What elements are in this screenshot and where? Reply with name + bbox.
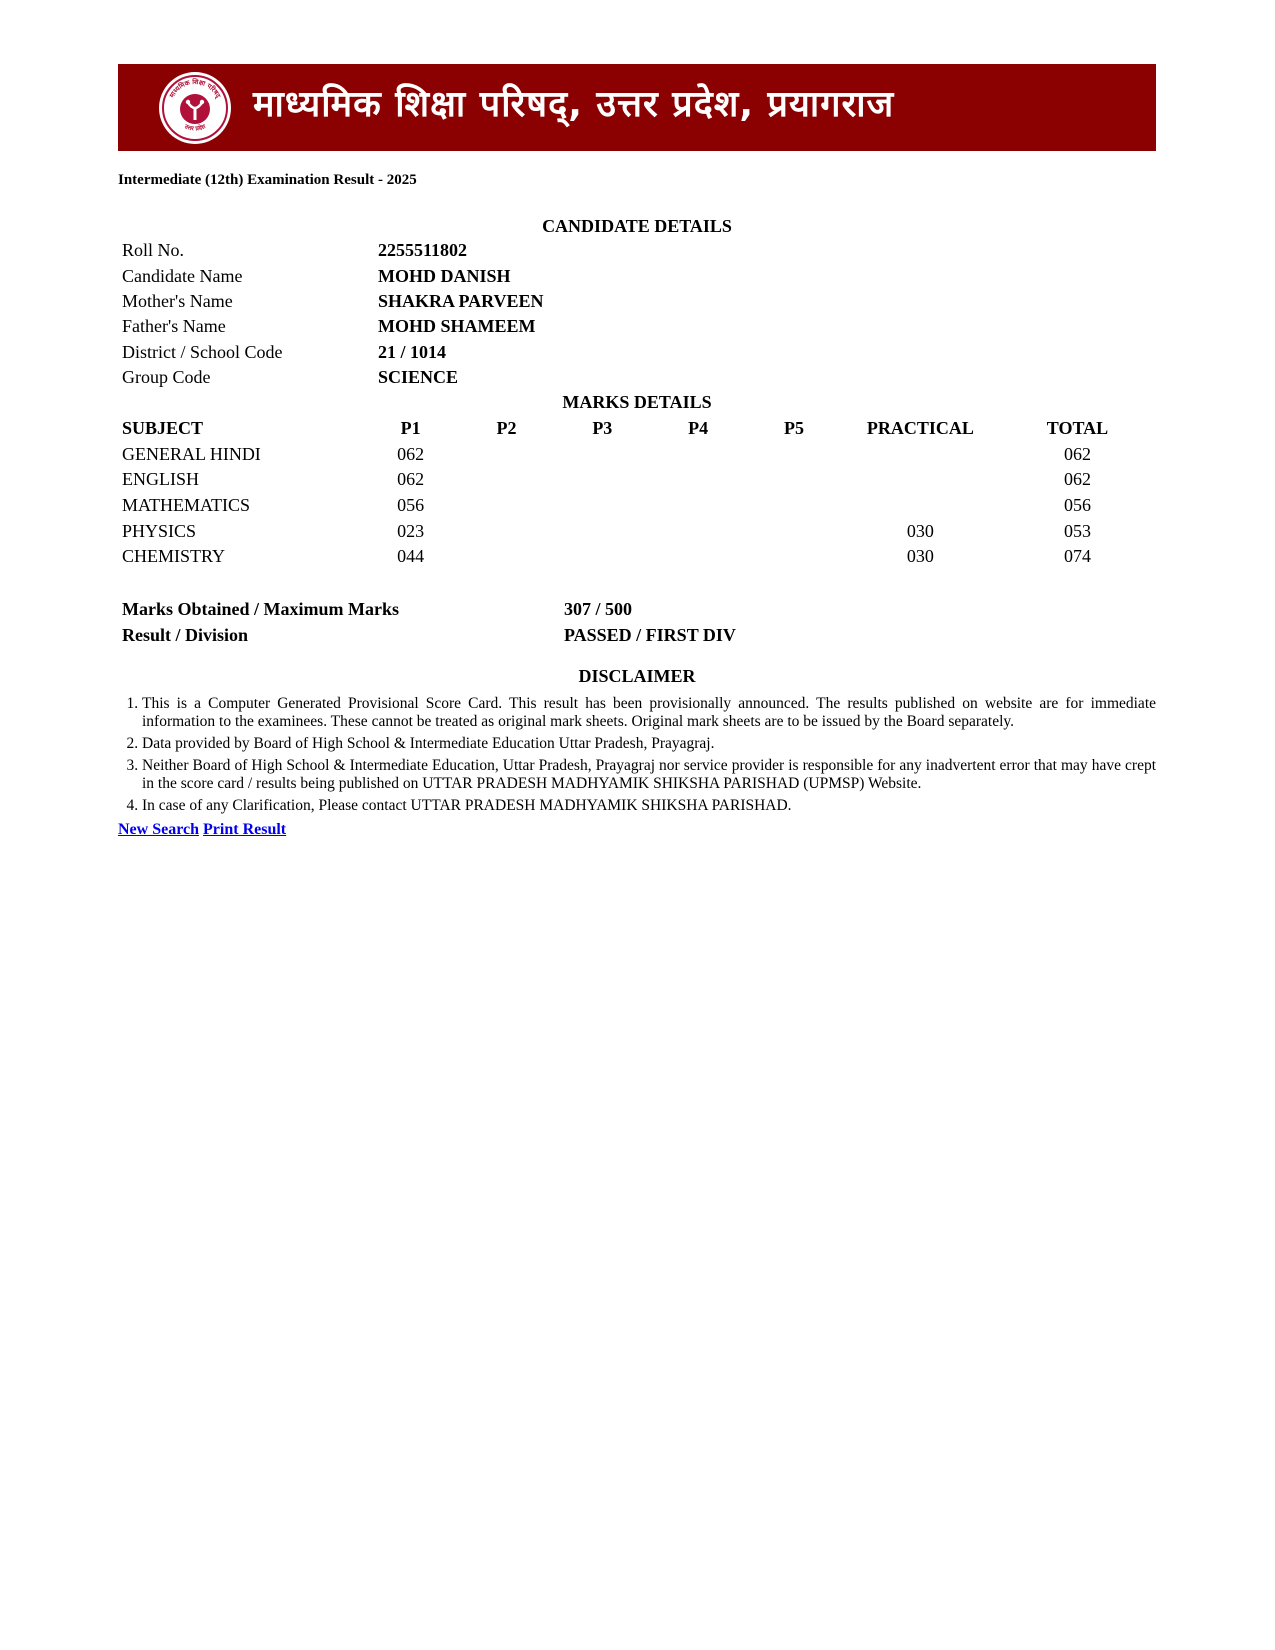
candidate-details-heading: CANDIDATE DETAILS — [542, 216, 732, 236]
candidate-row — [118, 340, 544, 365]
seal-text-bottom: उत्तर प्रदेश — [183, 123, 207, 133]
marks-obtained-row — [118, 597, 736, 622]
marks-cell-p1: 056 — [397, 495, 425, 516]
marks-cell-total: 062 — [1063, 469, 1091, 490]
candidate-field-label: Group Code — [122, 367, 211, 388]
board-seal-icon — [158, 71, 232, 145]
marks-cell-p3 — [554, 493, 650, 519]
marks-cell-p4 — [650, 544, 746, 570]
marks-cell-p1: 062 — [397, 443, 425, 464]
marks-cell-p2 — [459, 518, 555, 544]
marks-cell-p4 — [650, 493, 746, 519]
marks-details-heading: MARKS DETAILS — [562, 392, 712, 412]
marks-cell-p4 — [650, 467, 746, 493]
marks-cell-p5 — [746, 544, 842, 570]
column-header-p3: P3 — [592, 418, 613, 439]
result-division-label: Result / Division — [122, 624, 249, 645]
marks-cell-total: 074 — [1063, 546, 1091, 567]
disclaimer-item: 1. This is a Computer Generated Provisional Score Card. This result has been provisionally announced. The results published on website are for immediate information to the examinees. These cannot be treated as original mark sheets. Original mark sheets are to be issued by the Board separately. — [142, 695, 1156, 731]
column-header-p5: P5 — [784, 418, 804, 439]
marks-cell-p1: 044 — [397, 546, 425, 567]
disclaimer-item: 3. Neither Board of High School & Intermediate Education, Uttar Pradesh, Prayagraj nor service provider is responsible for any inadvertent error that may have crept in the score card / results being published on UTTAR PRADESH MADHYAMIK SHIKSHA PARISHAD (UPMSP) Website. — [142, 757, 1156, 793]
result-summary — [118, 597, 736, 648]
new-search-link[interactable]: New Search — [118, 821, 200, 838]
disclaimer-heading: DISCLAIMER — [578, 666, 696, 686]
column-header-p4: P4 — [688, 418, 709, 439]
candidate-row — [118, 238, 544, 263]
marks-cell-p3 — [554, 518, 650, 544]
column-header-subject: SUBJECT — [122, 418, 204, 439]
candidate-field-value: 2255511802 — [378, 240, 468, 261]
marks-cell-p5 — [746, 467, 842, 493]
print-result-link[interactable]: Print Result — [203, 821, 287, 838]
seal-text-top: माध्यमिक शिक्षा परिषद् — [167, 77, 223, 100]
result-division-row — [118, 622, 736, 647]
marks-cell-total: 053 — [1063, 520, 1091, 541]
marks-header-row — [118, 416, 1156, 442]
marks-cell-p2 — [459, 544, 555, 570]
candidate-row — [118, 289, 544, 314]
candidate-row — [118, 314, 544, 339]
marks-cell-p4 — [650, 442, 746, 468]
marks-cell-subject: PHYSICS — [122, 520, 197, 541]
marks-cell-p5 — [746, 518, 842, 544]
marks-cell-total: 062 — [1063, 443, 1091, 464]
marks-cell-p2 — [459, 442, 555, 468]
table-row — [118, 493, 1156, 519]
candidate-row — [118, 365, 544, 390]
marks-cell-subject: CHEMISTRY — [122, 546, 226, 567]
marks-cell-p2 — [459, 467, 555, 493]
marks-cell-practical — [842, 493, 999, 519]
disclaimer-list — [118, 695, 1156, 819]
marks-obtained-value: 307 / 500 — [564, 599, 633, 620]
marks-table — [118, 416, 1156, 570]
candidate-field-label: Roll No. — [122, 240, 185, 261]
column-header-practical: PRACTICAL — [866, 418, 974, 439]
marks-cell-practical: 030 — [906, 546, 934, 567]
candidate-field-value: MOHD DANISH — [378, 265, 511, 286]
board-title: माध्यमिक शिक्षा परिषद्, उत्तर प्रदेश, प्रयागराज — [253, 84, 895, 125]
marks-cell-p2 — [459, 493, 555, 519]
table-row — [118, 518, 1156, 544]
candidate-field-value: 21 / 1014 — [378, 341, 447, 362]
column-header-p1: P1 — [400, 418, 421, 439]
disclaimer-item: 4. In case of any Clarification, Please contact UTTAR PRADESH MADHYAMIK SHIKSHA PARISHAD. — [142, 797, 1156, 815]
marks-cell-subject: ENGLISH — [122, 469, 199, 490]
marks-cell-practical: 030 — [906, 520, 934, 541]
exam-title: Intermediate (12th) Examination Result - 2025 — [118, 172, 417, 188]
candidate-details-table — [118, 238, 544, 390]
marks-cell-p1: 062 — [397, 469, 425, 490]
marks-cell-subject: MATHEMATICS — [122, 495, 251, 516]
marks-cell-p5 — [746, 442, 842, 468]
candidate-field-value: SHAKRA PARVEEN — [378, 290, 544, 311]
candidate-field-value: SCIENCE — [378, 367, 459, 388]
candidate-field-value: MOHD SHAMEEM — [378, 316, 536, 337]
table-row — [118, 467, 1156, 493]
marks-cell-p5 — [746, 493, 842, 519]
candidate-field-label: Candidate Name — [122, 265, 243, 286]
marks-cell-p3 — [554, 467, 650, 493]
marks-cell-subject: GENERAL HINDI — [122, 443, 261, 464]
marks-cell-p4 — [650, 518, 746, 544]
marks-cell-p3 — [554, 442, 650, 468]
marks-cell-total: 056 — [1063, 495, 1091, 516]
table-row — [118, 544, 1156, 570]
column-header-total: TOTAL — [1046, 418, 1109, 439]
marks-cell-p3 — [554, 544, 650, 570]
result-division-value: PASSED / FIRST DIV — [564, 624, 736, 645]
column-header-p2: P2 — [496, 418, 517, 439]
table-row — [118, 442, 1156, 468]
marks-cell-p1: 023 — [397, 520, 425, 541]
candidate-field-label: Mother's Name — [122, 290, 233, 311]
candidate-row — [118, 263, 544, 288]
disclaimer-item: 2. Data provided by Board of High School & Intermediate Education Uttar Pradesh, Prayagraj. — [142, 735, 1156, 753]
header-banner — [118, 64, 1156, 151]
result-links — [118, 821, 286, 839]
candidate-field-label: District / School Code — [122, 341, 283, 362]
marks-obtained-label: Marks Obtained / Maximum Marks — [122, 599, 399, 620]
marks-cell-practical — [842, 467, 999, 493]
candidate-field-label: Father's Name — [122, 316, 226, 337]
marks-cell-practical — [842, 442, 999, 468]
